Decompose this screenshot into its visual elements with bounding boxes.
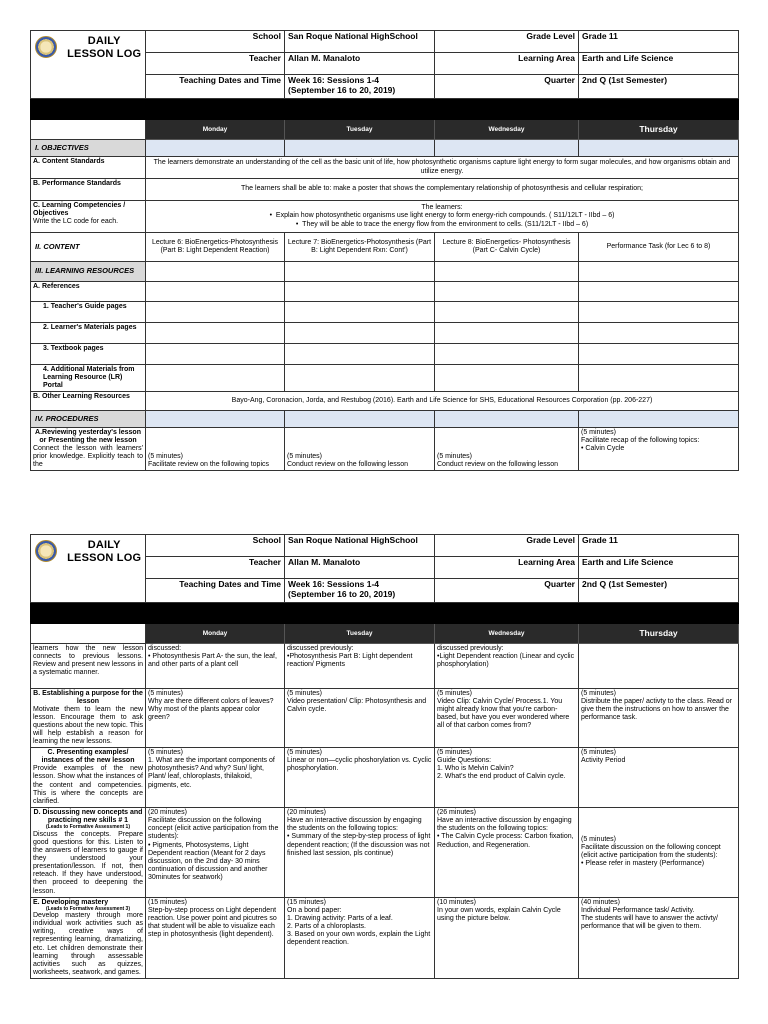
content-thursday: Performance Task (for Lec 6 to 8) [579, 233, 739, 262]
teacher-label: Teacher [146, 557, 285, 579]
grade-value: Grade 11 [579, 31, 739, 53]
grade-label: Grade Level [435, 31, 579, 53]
day-wednesday: Wednesday [435, 624, 579, 644]
header-logo-title [31, 31, 146, 99]
purpose-wednesday: (5 minutes) Video Clip: Calvin Cycle/ Process.1. You might already know that you're carbon-based, but have you ever wondered where all of that carbon comes from? [435, 689, 579, 748]
day-monday: Monday [146, 624, 285, 644]
grade-label: Grade Level [435, 535, 579, 557]
discuss-monday: (20 minutes) Facilitate discussion on the following concept (elicit active participation from the students): • Pigments, Photosystems, Light Dependent reaction (Meant for 2 days discussion, on the 2nd day- 30 mins continuation of discussion and another 30minutes for seatwork) [146, 808, 285, 897]
page-title: DAILY LESSON LOG [67, 35, 142, 61]
content-tuesday: Lecture 7: BioEnergetics-Photosynthesis (Part B: Light Dependent Rxn: Cont') [285, 233, 435, 262]
purpose-monday: (5 minutes) Why are there different colors of leaves? Why most of the plants appear color green? [146, 689, 285, 748]
day-thursday: Thursday [579, 624, 739, 644]
purpose-thursday: (5 minutes) Distribute the paper/ activty to the class. Read or give them the instructions on how to answer the performance task. [579, 689, 739, 748]
area-value: Earth and Life Science [579, 53, 739, 75]
performance-standards-label: B. Performance Standards [31, 179, 146, 201]
discuss-label: D. Discussing new concepts and practicing new skills # 1 (Leads to Formative Assessment 1) Discuss the concepts. Prepare good questions for this. Listen to the answers of learners to gauge if they understood your presentation/lesson. If not, then reteach. If they have understood, then proceed to deepening the lesson. [31, 808, 146, 897]
day-tuesday: Tuesday [285, 120, 435, 140]
procedures-heading: IV. PROCEDURES [31, 411, 146, 428]
examples-label: C. Presenting examples/ instances of the new lesson Provide examples of the new lesson. Show what the instances of the content and competencies. This is where the concepts are clarified. [31, 748, 146, 808]
school-value: San Roque National HighSchool [285, 31, 435, 53]
objectives-heading: I. OBJECTIVES [31, 140, 146, 157]
deped-seal-icon [35, 36, 57, 58]
review-tuesday: (5 minutes) Conduct review on the following lesson [285, 428, 435, 471]
black-divider [31, 99, 739, 120]
discuss-thursday: (5 minutes) Facilitate discussion on the following concept (elicit active participation from the students): • Please refer in mastery (Performance) [579, 808, 739, 897]
quarter-label: Quarter [435, 75, 579, 99]
mastery-thursday: (40 minutes) Individual Performance task/ Activity. The students will have to answer the activty/ performance that will be given to them. [579, 897, 739, 978]
content-monday: Lecture 6: BioEnergetics-Photosynthesis (Part B: Light Dependent Reaction) [146, 233, 285, 262]
lesson-log-table-page-2 [30, 534, 739, 979]
mastery-label: E. Developing mastery (Leads to Formative Assessment 3) Develop mastery through more individual work activities such as writing, creative ways of representing learning, dramatizing, etc. Let children demonstrate their learning through assessable activities such as quizzes, worksheets, seatwork, and games. [31, 897, 146, 978]
dates-value: Week 16: Sessions 1-4 (September 16 to 20, 2019) [285, 579, 435, 603]
performance-standards-text: The learners shall be able to: make a poster that shows the complementary relationship of photosynthesis and cellular respiration; [146, 179, 739, 201]
review-continued-wednesday: discussed previously: •Light Dependent reaction (Linear and cyclic phosphorylation) [435, 644, 579, 689]
content-heading: II. CONTENT [31, 233, 146, 262]
additional-materials-label: 4. Additional Materials from Learning Resource (LR) Portal [31, 365, 146, 392]
purpose-label: B. Establishing a purpose for the lesson Motivate them to learn the new lesson. Encourage them to ask questions about the new topic. This will help establish a reason for learning the new lessons. [31, 689, 146, 748]
black-divider [31, 603, 739, 624]
examples-tuesday: (5 minutes) Linear or non—cyclic phoshorylation vs. Cyclic phosphorylation. [285, 748, 435, 808]
examples-wednesday: (5 minutes) Guide Questions: 1. Who is Melvin Calvin? 2. What's the end product of Calvin cycle. [435, 748, 579, 808]
header-logo-title [31, 535, 146, 603]
content-standards-text: The learners demonstrate an understanding of the cell as the basic unit of life, how photosynthetic organisms capture light energy to form sugar molecules, and how organisms obtain and utilize energy. [146, 157, 739, 179]
content-wednesday: Lecture 8: BioEnergetics- Photosynthesis (Part C- Calvin Cycle) [435, 233, 579, 262]
lesson-log-table-page-1 [30, 30, 739, 471]
page-1 [0, 30, 768, 510]
review-continued-label: learners how the new lesson connects to previous lessons. Review and present new lessons in a systematic manner. [31, 644, 146, 689]
review-monday: (5 minutes) Facilitate review on the following topics [146, 428, 285, 471]
page-2 [0, 534, 768, 1014]
page-title: DAILY LESSON LOG [67, 539, 142, 565]
area-label: Learning Area [435, 53, 579, 75]
teacher-label: Teacher [146, 53, 285, 75]
mastery-tuesday: (15 minutes) On a bond paper: 1. Drawing activity: Parts of a leaf. 2. Parts of a chloroplasts. 3. Based on your own words, explain the Light dependent reaction. [285, 897, 435, 978]
competencies-label: C. Learning Competencies / Objectives Write the LC code for each. [31, 201, 146, 233]
dates-label: Teaching Dates and Time [146, 75, 285, 99]
school-label: School [146, 31, 285, 53]
competencies-text: The learners: • Explain how photosynthetic organisms use light energy to form energy-rich compounds. ( S11/12LT - IIbd – 6) • They will be able to trace the energy flow from the environment to cells. (S11/12LT - IIbd – 6) [146, 201, 739, 233]
area-value: Earth and Life Science [579, 557, 739, 579]
review-wednesday: (5 minutes) Conduct review on the following lesson [435, 428, 579, 471]
review-continued-tuesday: discussed previously: •Photosynthesis Part B: Light dependent reaction/ Pigments [285, 644, 435, 689]
content-standards-label: A. Content Standards [31, 157, 146, 179]
school-label: School [146, 535, 285, 557]
other-resources-text: Bayo-Ang, Coronacion, Jorda, and Restubog (2016). Earth and Life Science for SHS, Educational Resources Corporation (pp. 206-227) [146, 392, 739, 411]
review-thursday: (5 minutes) Facilitate recap of the following topics: • Calvin Cycle [579, 428, 739, 471]
purpose-tuesday: (5 minutes) Video presentation/ Clip: Photosynthesis and Calvin cycle. [285, 689, 435, 748]
textbook-label: 3. Textbook pages [31, 344, 146, 365]
other-resources-label: B. Other Learning Resources [31, 392, 146, 411]
dates-value: Week 16: Sessions 1-4 (September 16 to 20, 2019) [285, 75, 435, 99]
school-value: San Roque National HighSchool [285, 535, 435, 557]
review-label: A.Reviewing yesterday's lesson or Presenting the new lesson Connect the lesson with learners' prior knowledge. Explicitly teach to the [31, 428, 146, 471]
quarter-value: 2nd Q (1st Semester) [579, 75, 739, 99]
discuss-wednesday: (26 minutes) Have an interactive discussion by engaging the students on the following topics: • The Calvin Cycle process: Carbon fixation, Reduction, and Regeneration. [435, 808, 579, 897]
quarter-label: Quarter [435, 579, 579, 603]
quarter-value: 2nd Q (1st Semester) [579, 579, 739, 603]
day-thursday: Thursday [579, 120, 739, 140]
mastery-monday: (15 minutes) Step-by-step process on Light dependent reaction. Use power point and picutres so that student will be able to visualize each step in photosynthesis (light dependent). [146, 897, 285, 978]
dates-label: Teaching Dates and Time [146, 579, 285, 603]
review-continued-monday: discussed: • Photosynthesis Part A- the sun, the leaf, and other parts of a plant cell [146, 644, 285, 689]
examples-thursday: (5 minutes) Activity Period [579, 748, 739, 808]
discuss-tuesday: (20 minutes) Have an interactive discussion by engaging the students on the following topics: • Summary of the step-by-step process of light dependent reaction; (If the discussion was not finished last session, pls continue) [285, 808, 435, 897]
grade-value: Grade 11 [579, 535, 739, 557]
day-tuesday: Tuesday [285, 624, 435, 644]
review-continued-thursday [579, 644, 739, 689]
mastery-wednesday: (10 minutes) In your own words, explain Calvin Cycle using the picture below. [435, 897, 579, 978]
teacher-value: Allan M. Manaloto [285, 557, 435, 579]
area-label: Learning Area [435, 557, 579, 579]
learners-materials-label: 2. Learner's Materials pages [31, 323, 146, 344]
references-label: A. References [31, 282, 146, 302]
day-monday: Monday [146, 120, 285, 140]
examples-monday: (5 minutes) 1. What are the important components of photosynthesis? And why? Sun/ light, Plant/ leaf, chloroplasts, thilakoid, pigments, etc. [146, 748, 285, 808]
teacher-value: Allan M. Manaloto [285, 53, 435, 75]
resources-heading: III. LEARNING RESOURCES [31, 262, 146, 282]
day-wednesday: Wednesday [435, 120, 579, 140]
teachers-guide-label: 1. Teacher's Guide pages [31, 302, 146, 323]
deped-seal-icon [35, 540, 57, 562]
